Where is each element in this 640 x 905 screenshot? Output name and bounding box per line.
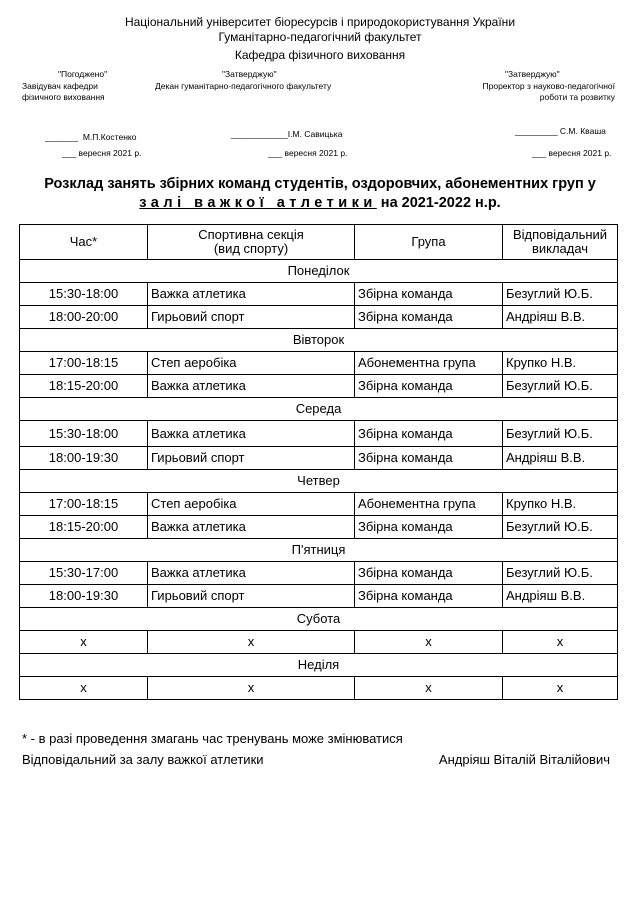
approval-right-date: ___ вересня 2021 р. bbox=[532, 148, 612, 158]
instructor-cell: Безуглий Ю.Б. bbox=[503, 283, 618, 306]
group-cell: Абонементна група bbox=[355, 493, 503, 516]
section-cell: x bbox=[148, 677, 355, 700]
instructor-cell: Безуглий Ю.Б. bbox=[503, 516, 618, 539]
section-cell: Важка атлетика bbox=[148, 375, 355, 398]
approval-center-signature bbox=[231, 129, 342, 140]
table-row bbox=[20, 562, 618, 585]
approval-right-signature bbox=[515, 126, 606, 137]
approval-right-stamp: "Затверджую" bbox=[505, 69, 560, 79]
group-cell: Збірна команда bbox=[355, 516, 503, 539]
time-cell: 18:00-19:30 bbox=[20, 447, 148, 470]
day-label: Понеділок bbox=[20, 260, 618, 283]
schedule-table bbox=[19, 224, 618, 700]
section-cell: Степ аеробіка bbox=[148, 352, 355, 375]
section-cell: Важка атлетика bbox=[148, 562, 355, 585]
signature-line: _______ bbox=[45, 132, 79, 142]
instructor-cell: Крупко Н.В. bbox=[503, 493, 618, 516]
time-cell: 18:00-20:00 bbox=[20, 306, 148, 329]
column-header-section: Спортивна секція (вид спорту) bbox=[148, 225, 355, 260]
time-cell: 18:15-20:00 bbox=[20, 516, 148, 539]
group-cell: Збірна команда bbox=[355, 421, 503, 447]
signatory-name: М.П.Костенко bbox=[82, 132, 137, 142]
section-cell: Гирьовий спорт bbox=[148, 447, 355, 470]
section-cell: Гирьовий спорт bbox=[148, 585, 355, 608]
group-cell: Абонементна група bbox=[355, 352, 503, 375]
section-cell: Важка атлетика bbox=[148, 421, 355, 447]
approval-left-position-1: Завідувач кафедри bbox=[22, 81, 98, 91]
hall-name: залі важкої атлетики bbox=[139, 195, 377, 211]
schedule-title-line1: Розклад занять збірних команд студентів, оздоровчих, абонементних груп у bbox=[44, 176, 596, 192]
day-row-monday bbox=[20, 260, 618, 283]
instructor-cell: Андріяш В.В. bbox=[503, 585, 618, 608]
table-header-row bbox=[20, 225, 618, 260]
time-cell: 15:30-18:00 bbox=[20, 283, 148, 306]
time-cell: 15:30-17:00 bbox=[20, 562, 148, 585]
approval-center-date: ___ вересня 2021 р. bbox=[268, 148, 348, 158]
table-row bbox=[20, 375, 618, 398]
instructor-cell: Безуглий Ю.Б. bbox=[503, 375, 618, 398]
day-label: Четвер bbox=[20, 470, 618, 493]
table-row bbox=[20, 421, 618, 447]
university-name: Національний університет біоресурсів і природокористування України bbox=[124, 15, 516, 29]
instructor-cell: x bbox=[503, 631, 618, 654]
column-header-instructor: Відповідальний викладач bbox=[503, 225, 618, 260]
approval-right-position-2: роботи та розвитку bbox=[539, 92, 615, 102]
signature-line: ____________ bbox=[231, 129, 288, 139]
signature-line: _________ bbox=[515, 126, 558, 136]
approval-left-position-2: фізичного виховання bbox=[22, 92, 105, 102]
time-cell: 17:00-18:15 bbox=[20, 493, 148, 516]
instructor-cell: Андріяш В.В. bbox=[503, 447, 618, 470]
responsible-label: Відповідальний за залу важкої атлетики bbox=[22, 752, 264, 767]
approval-left-stamp: "Погоджено" bbox=[58, 69, 108, 79]
faculty-name: Гуманітарно-педагогічний факультет bbox=[218, 30, 422, 44]
approval-right-position-1: Проректор з науково-педагогічної bbox=[482, 81, 615, 91]
day-row-friday bbox=[20, 539, 618, 562]
day-row-thursday bbox=[20, 470, 618, 493]
section-cell: Важка атлетика bbox=[148, 283, 355, 306]
responsible-name: Андріяш Віталій Віталійович bbox=[438, 752, 610, 767]
time-cell: x bbox=[20, 677, 148, 700]
day-label: Середа bbox=[20, 398, 618, 421]
instructor-cell: x bbox=[503, 677, 618, 700]
time-cell: 18:15-20:00 bbox=[20, 375, 148, 398]
table-row bbox=[20, 306, 618, 329]
section-cell: Важка атлетика bbox=[148, 516, 355, 539]
section-cell: Гирьовий спорт bbox=[148, 306, 355, 329]
footnote: * - в разі проведення змагань час тренувань може змінюватися bbox=[22, 731, 403, 746]
column-header-group: Група bbox=[355, 225, 503, 260]
approval-center-position: Декан гуманітарно-педагогічного факультету bbox=[155, 81, 332, 91]
department-name: Кафедра фізичного виховання bbox=[234, 48, 406, 62]
time-cell: x bbox=[20, 631, 148, 654]
instructor-cell: Безуглий Ю.Б. bbox=[503, 562, 618, 585]
instructor-cell: Андріяш В.В. bbox=[503, 306, 618, 329]
table-row bbox=[20, 447, 618, 470]
day-row-tuesday bbox=[20, 329, 618, 352]
section-cell: Степ аеробіка bbox=[148, 493, 355, 516]
group-cell: Збірна команда bbox=[355, 562, 503, 585]
instructor-cell: Безуглий Ю.Б. bbox=[503, 421, 618, 447]
table-row bbox=[20, 283, 618, 306]
schedule-title-line2 bbox=[0, 195, 640, 211]
day-label: П'ятниця bbox=[20, 539, 618, 562]
time-cell: 17:00-18:15 bbox=[20, 352, 148, 375]
signatory-name: С.М. Кваша bbox=[559, 126, 606, 136]
approval-left-date: ___ вересня 2021 р. bbox=[62, 148, 142, 158]
group-cell: Збірна команда bbox=[355, 306, 503, 329]
table-row bbox=[20, 352, 618, 375]
group-cell: Збірна команда bbox=[355, 447, 503, 470]
day-label: Субота bbox=[20, 608, 618, 631]
signatory-name: І.М. Савицька bbox=[287, 129, 343, 139]
table-row bbox=[20, 516, 618, 539]
group-cell: Збірна команда bbox=[355, 585, 503, 608]
column-header-time: Час* bbox=[20, 225, 148, 260]
table-row bbox=[20, 493, 618, 516]
approval-center-stamp: "Затверджую" bbox=[222, 69, 277, 79]
time-cell: 15:30-18:00 bbox=[20, 421, 148, 447]
day-row-wednesday bbox=[20, 398, 618, 421]
day-label: Неділя bbox=[20, 654, 618, 677]
academic-year: на 2021-2022 н.р. bbox=[376, 195, 501, 211]
table-row bbox=[20, 677, 618, 700]
day-row-sunday bbox=[20, 654, 618, 677]
day-row-saturday bbox=[20, 608, 618, 631]
section-cell: x bbox=[148, 631, 355, 654]
group-cell: x bbox=[355, 631, 503, 654]
group-cell: Збірна команда bbox=[355, 283, 503, 306]
approval-left-signature bbox=[45, 132, 136, 143]
table-row bbox=[20, 585, 618, 608]
instructor-cell: Крупко Н.В. bbox=[503, 352, 618, 375]
day-label: Вівторок bbox=[20, 329, 618, 352]
group-cell: x bbox=[355, 677, 503, 700]
table-row bbox=[20, 631, 618, 654]
time-cell: 18:00-19:30 bbox=[20, 585, 148, 608]
group-cell: Збірна команда bbox=[355, 375, 503, 398]
